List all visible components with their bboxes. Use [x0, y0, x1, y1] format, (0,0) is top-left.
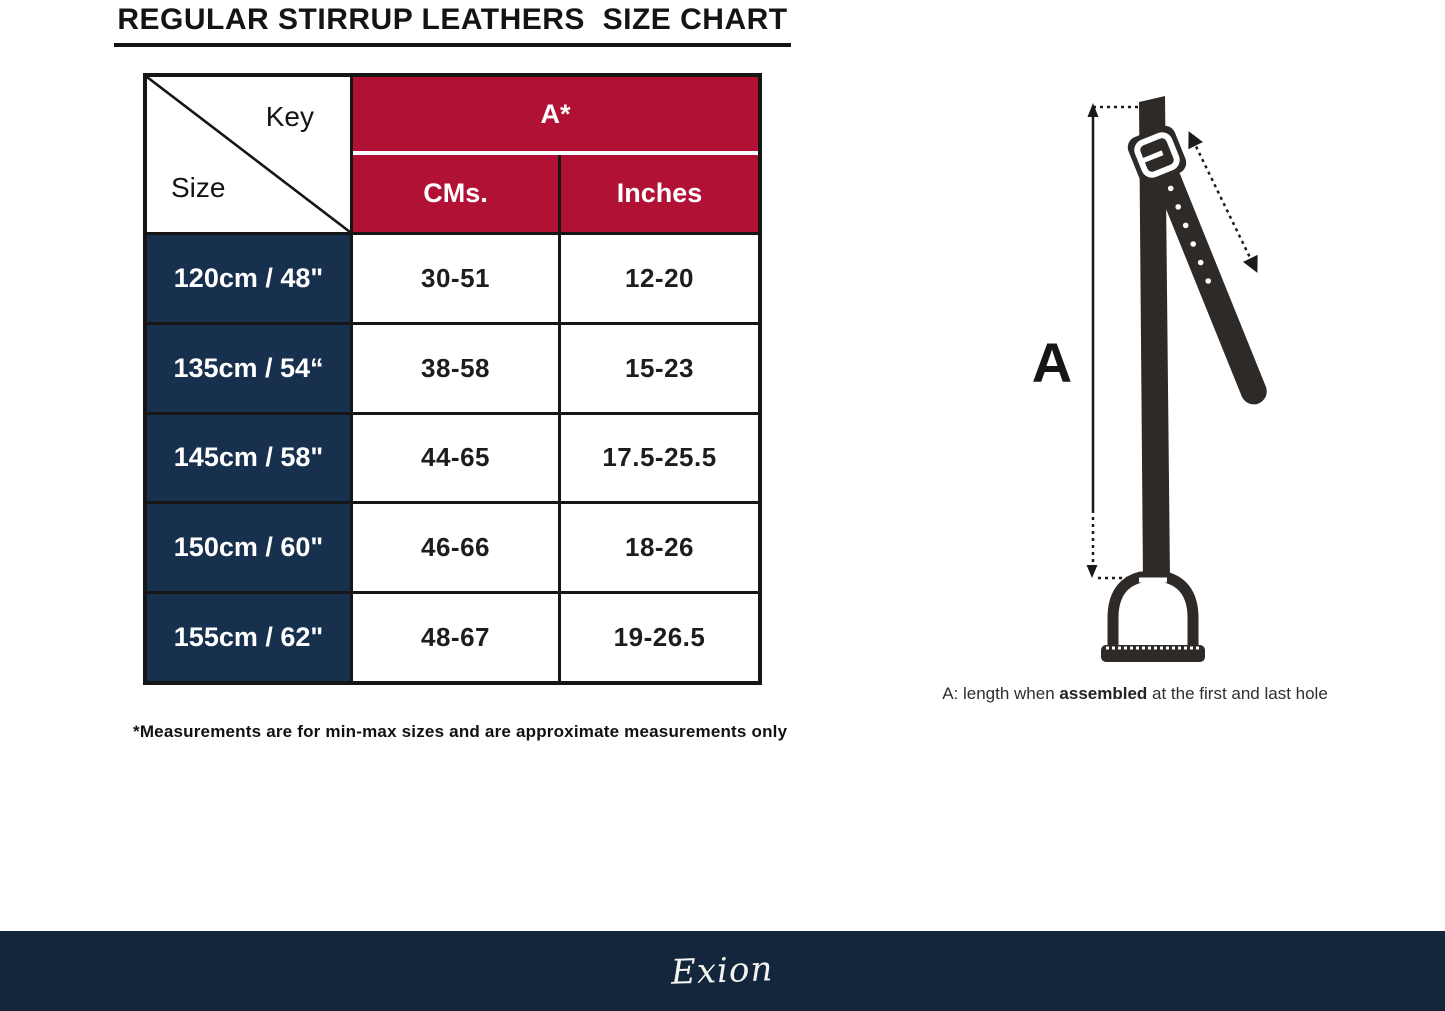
- brand-logo: Exion: [670, 949, 775, 993]
- table-row-inches: 15-23: [561, 322, 758, 412]
- table-row-inches: 19-26.5: [561, 591, 758, 681]
- table-corner-cell: [147, 77, 353, 232]
- table-row-inches: 12-20: [561, 232, 758, 322]
- diagram-caption: [905, 684, 1365, 704]
- size-table: [143, 73, 762, 685]
- table-row-inches: 18-26: [561, 501, 758, 591]
- stirrup-iron: [1101, 577, 1205, 662]
- table-row-cms: 38-58: [353, 322, 561, 412]
- footer-band: [0, 931, 1445, 1011]
- column-header-cms: CMs.: [353, 155, 561, 232]
- caption-prefix: A: length when: [942, 684, 1060, 703]
- diagonal-divider-line: [147, 77, 350, 232]
- table-row-inches: 17.5-25.5: [561, 412, 758, 502]
- corner-key-label: Key: [265, 101, 314, 132]
- page-title: REGULAR STIRRUP LEATHERS SIZE CHART: [114, 1, 790, 47]
- table-row-cms: 46-66: [353, 501, 561, 591]
- table-row-size: 145cm / 58": [147, 412, 353, 502]
- corner-size-label: Size: [171, 172, 226, 203]
- table-row-cms: 30-51: [353, 232, 561, 322]
- table-row-size: 150cm / 60": [147, 501, 353, 591]
- caption-suffix: at the first and last hole: [1147, 684, 1328, 703]
- column-header-inches: Inches: [561, 155, 758, 232]
- caption-bold-word: assembled: [1059, 684, 1148, 703]
- measurements-footnote: *Measurements are for min-max sizes and are approximate measurements only: [133, 722, 788, 741]
- stirrup-leather-diagram: [1000, 80, 1420, 700]
- length-measure-arrow: [1087, 103, 1141, 578]
- table-row-cms: 44-65: [353, 412, 561, 502]
- page-title-wrap: [0, 1, 905, 47]
- table-row-size: 120cm / 48": [147, 232, 353, 322]
- group-header-a: A*: [353, 77, 758, 155]
- table-row-cms: 48-67: [353, 591, 561, 681]
- table-row-size: 155cm / 62": [147, 591, 353, 681]
- measure-label-a: A: [1031, 331, 1073, 394]
- table-row-size: 135cm / 54“: [147, 322, 353, 412]
